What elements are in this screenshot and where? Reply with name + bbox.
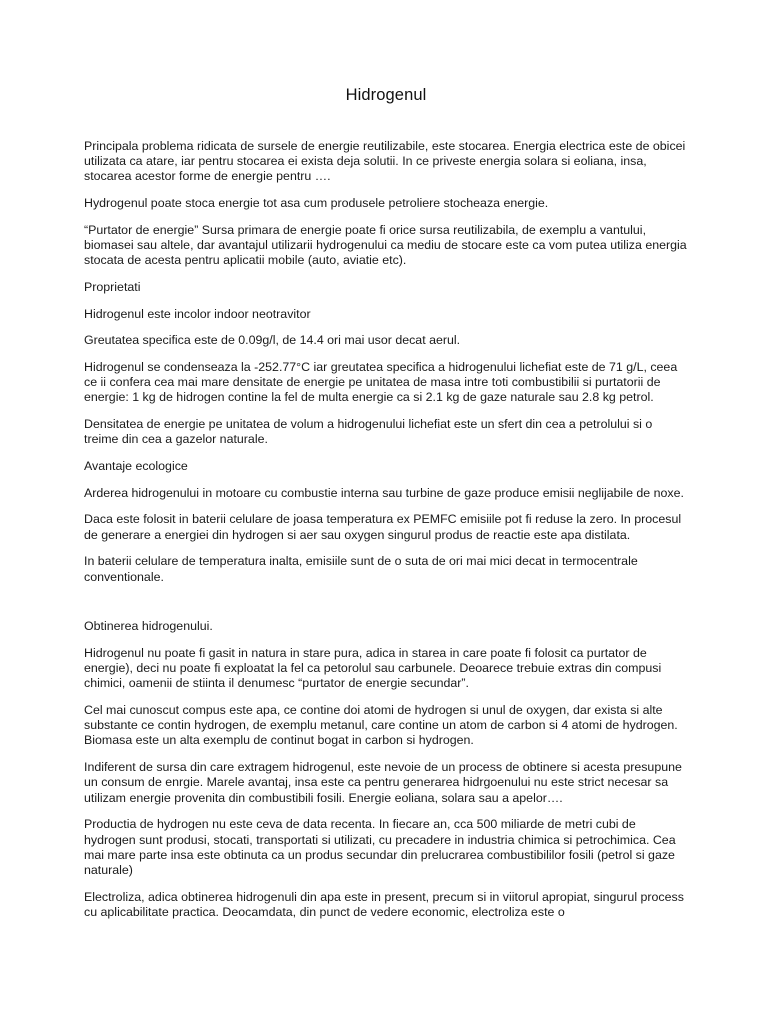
paragraph: Densitatea de energie pe unitatea de volum a hidrogenului lichefiat este un sfert din cea a petrolului si o treime din cea a gazelor naturale.: [84, 417, 653, 447]
paragraph: Hidrogenul este incolor indoor neotravitor: [84, 306, 311, 321]
paragraph: Greutatea specifica este de 0.09g/l, de 14.4 ori mai usor decat aerul.: [84, 333, 461, 348]
paragraph: Principala problema ridicata de sursele de energie reutilizabile, este stocarea. Energia electrica este de obicei utilizata ca atare, iar pentru stocarea ei exista deja solutii. In ce priveste energia solara si eoliana, insa, stocarea acestor forme de energie pentru ….: [84, 139, 686, 184]
paragraph: Hydrogenul poate stoca energie tot asa cum produsele petroliere stocheaza energie.: [84, 196, 549, 211]
paragraph: “Purtator de energie” Sursa primara de energie poate fi orice sursa reutilizabila, de exemplu a vantului, biomasei sau altele, dar avantajul utilizarii hydrogenului ca mediu de stocare este ca vom putea utiliza energia stocata de acesta pentru aplicatii mobile (auto, aviatie etc).: [84, 222, 687, 268]
paragraph: Productia de hydrogen nu este ceva de data recenta. In fiecare an, cca 500 miliarde de metri cubi de hydrogen sunt produsi, stocati, transportati si utilizati, cu precadere in industria chimica si petrochimica. Cea mai mare parte insa este obtinuta ca un produs secundar din prelucrarea combustibililor fosili (petrol si gaze naturale): [84, 817, 676, 877]
paragraph: Cel mai cunoscut compus este apa, ce contine doi atomi de hydrogen si unul de oxygen, dar exista si alte substante ce contin hydrogen, de exemplu metanul, care contine un atom de carbon si 4 atomi de hydrogen. Biomasa este un alta exemplu de continut bogat in carbon si hydrogen.: [84, 703, 678, 748]
paragraph: Arderea hidrogenului in motoare cu combustie interna sau turbine de gaze produce emisii neglijabile de noxe.: [84, 485, 684, 500]
section-heading-avantaje: Avantaje ecologice: [84, 459, 188, 474]
section-heading-obtinerea: Obtinerea hidrogenului.: [84, 619, 213, 634]
paragraph: In baterii celulare de temperatura inalta, emisiile sunt de o suta de ori mai mici decat in termocentrale conventionale.: [84, 554, 638, 584]
paragraph: Indiferent de sursa din care extragem hidrogenul, este nevoie de un process de obtinere si acesta presupune un consum de enrgie. Marele avantaj, insa este ca pentru generarea hidrgoenului nu este strict necesar sa utilizam energie provenita din combustibili fosili. Energie eoliana, solara sau a apelor….: [84, 760, 682, 805]
section-heading-proprietati: Proprietati: [84, 279, 141, 294]
paragraph: Hidrogenul se condenseaza la -252.77°C iar greutatea specifica a hidrogenului lichefiat este de 71 g/L, ceea ce ii confera cea mai mare densitate de energie pe unitatea de masa intre toti combustibilii si purtatorii de energie: 1 kg de hidrogen contine la fel de multa energie ca si 2.1 kg de gaze naturale sau 2.8 kg petrol.: [84, 360, 678, 405]
paragraph: Daca este folosit in baterii celulare de joasa temperatura ex PEMFC emisiile pot fi reduse la zero. In procesul de generare a energiei din hydrogen si aer sau oxygen singurul produs de reactie este apa distilata.: [84, 512, 682, 542]
paragraph: Electroliza, adica obtinerea hidrogenuli din apa este in present, precum si in viitorul apropiat, singurul process cu aplicabilitate practica. Deocamdata, din punct de vedere economic, electroliza este o: [84, 889, 684, 919]
paragraph: Hidrogenul nu poate fi gasit in natura in stare pura, adica in starea in care poate fi folosit ca purtator de energie), deci nu poate fi exploatat la fel ca petorolul sau carbunele. Deoarece trebuie extras din compusi chimici, oamenii de stiinta il denumesc “purtator de energie secundar”.: [84, 645, 662, 691]
document-title: Hidrogenul: [345, 86, 427, 104]
spacer: [84, 596, 688, 619]
